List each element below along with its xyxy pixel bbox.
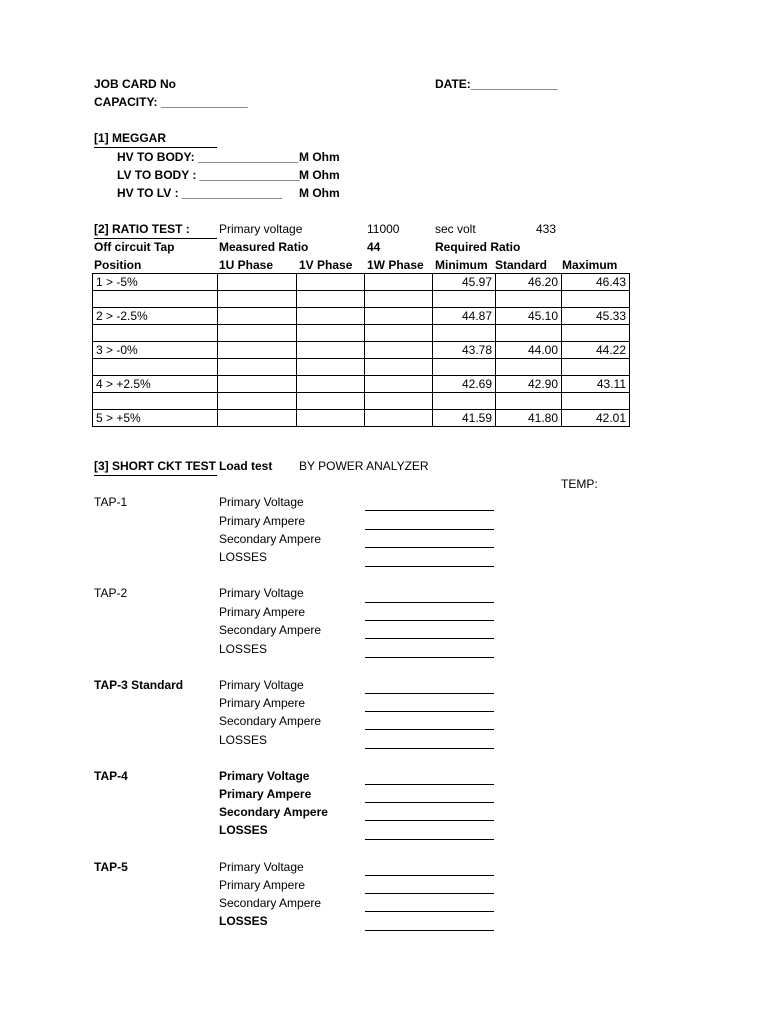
secondary-ampere-label: Secondary Ampere <box>219 805 328 819</box>
table-row <box>93 308 630 325</box>
tap-4-label: TAP-4 <box>94 769 128 783</box>
maximum-cell: 45.33 <box>562 308 630 325</box>
primary-voltage-input[interactable] <box>365 510 494 511</box>
hv-to-lv-unit: M Ohm <box>299 186 340 200</box>
empty-cell[interactable] <box>218 359 297 376</box>
tap-position-cell: 1 > -5% <box>93 274 218 291</box>
empty-cell[interactable] <box>218 325 297 342</box>
primary-voltage-input[interactable] <box>365 693 494 694</box>
primary-ampere-label: Primary Ampere <box>219 514 306 528</box>
secondary-ampere-label: Secondary Ampere <box>219 532 322 546</box>
lv-to-body-field[interactable]: LV TO BODY : _______________ <box>117 168 300 182</box>
primary-voltage-label: Primary Voltage <box>219 586 304 600</box>
empty-cell[interactable] <box>433 325 496 342</box>
1w-phase-cell[interactable] <box>365 274 433 291</box>
primary-ampere-input[interactable] <box>365 893 494 894</box>
losses-label: LOSSES <box>219 550 268 564</box>
1w-phase-cell[interactable] <box>365 308 433 325</box>
standard-cell: 42.90 <box>496 376 562 393</box>
empty-cell[interactable] <box>365 325 433 342</box>
minimum-cell: 45.97 <box>433 274 496 291</box>
temp-label: TEMP: <box>561 477 598 491</box>
secondary-ampere-label: Secondary Ampere <box>219 896 322 910</box>
empty-cell[interactable] <box>365 291 433 308</box>
minimum-cell: 42.69 <box>433 376 496 393</box>
empty-cell[interactable] <box>562 393 630 410</box>
empty-cell[interactable] <box>433 393 496 410</box>
short-ckt-underline <box>94 475 217 476</box>
primary-voltage-label: Primary Voltage <box>219 678 304 692</box>
empty-cell[interactable] <box>496 393 562 410</box>
empty-cell[interactable] <box>218 393 297 410</box>
tap-position-cell: 5 > +5% <box>93 410 218 427</box>
1v-phase-cell[interactable] <box>297 308 365 325</box>
primary-ampere-input[interactable] <box>365 802 494 803</box>
empty-cell[interactable] <box>562 359 630 376</box>
primary-voltage-input[interactable] <box>365 875 494 876</box>
minimum-cell: 41.59 <box>433 410 496 427</box>
minimum-cell: 43.78 <box>433 342 496 359</box>
col-standard: Standard <box>495 258 548 272</box>
table-row <box>93 342 630 359</box>
empty-cell[interactable] <box>365 393 433 410</box>
secondary-ampere-input[interactable] <box>365 547 494 548</box>
secondary-ampere-input[interactable] <box>365 638 494 639</box>
1u-phase-cell[interactable] <box>218 308 297 325</box>
lv-to-body-unit: M Ohm <box>299 168 340 182</box>
empty-cell[interactable] <box>496 325 562 342</box>
1u-phase-cell[interactable] <box>218 342 297 359</box>
empty-cell[interactable] <box>496 359 562 376</box>
losses-input[interactable] <box>365 657 494 658</box>
primary-ampere-input[interactable] <box>365 711 494 712</box>
ratio-title-underline <box>94 238 217 239</box>
maximum-cell: 46.43 <box>562 274 630 291</box>
losses-input[interactable] <box>365 839 494 840</box>
losses-label: LOSSES <box>219 642 268 656</box>
losses-input[interactable] <box>365 566 494 567</box>
1w-phase-cell[interactable] <box>365 410 433 427</box>
1v-phase-cell[interactable] <box>297 410 365 427</box>
maximum-cell: 43.11 <box>562 376 630 393</box>
empty-cell[interactable] <box>297 393 365 410</box>
load-test-label: Load test <box>219 459 273 473</box>
tap-position-cell: 2 > -2.5% <box>93 308 218 325</box>
secondary-ampere-input[interactable] <box>365 911 494 912</box>
primary-ampere-input[interactable] <box>365 620 494 621</box>
hv-to-body-unit: M Ohm <box>299 150 340 164</box>
empty-cell[interactable] <box>433 291 496 308</box>
col-1v-phase: 1V Phase <box>299 258 353 272</box>
hv-to-body-field[interactable]: HV TO BODY: _______________ <box>117 150 299 164</box>
meggar-title-underline <box>94 147 217 148</box>
1w-phase-cell[interactable] <box>365 342 433 359</box>
table-row <box>93 410 630 427</box>
1u-phase-cell[interactable] <box>218 376 297 393</box>
ratio-test-title: [2] RATIO TEST : <box>94 222 190 236</box>
date-field[interactable]: DATE:_____________ <box>435 77 558 91</box>
sec-volt-label: sec volt <box>435 222 476 236</box>
required-ratio-label: Required Ratio <box>435 240 521 254</box>
losses-label: LOSSES <box>219 823 268 837</box>
tap-position-cell: 3 > -0% <box>93 342 218 359</box>
empty-cell[interactable] <box>562 325 630 342</box>
empty-cell[interactable] <box>365 359 433 376</box>
primary-ampere-label: Primary Ampere <box>219 605 306 619</box>
primary-ampere-label: Primary Ampere <box>219 878 306 892</box>
col-1w-phase: 1W Phase <box>367 258 424 272</box>
off-circuit-tap-label: Off circuit Tap <box>94 240 175 254</box>
primary-voltage-value: 11000 <box>367 222 400 236</box>
col-maximum: Maximum <box>562 258 618 272</box>
standard-cell: 44.00 <box>496 342 562 359</box>
primary-ampere-input[interactable] <box>365 529 494 530</box>
1v-phase-cell[interactable] <box>297 342 365 359</box>
secondary-ampere-input[interactable] <box>365 729 494 730</box>
short-ckt-title: [3] SHORT CKT TEST <box>94 459 216 473</box>
primary-ampere-label: Primary Ampere <box>219 787 312 801</box>
empty-cell[interactable] <box>562 291 630 308</box>
secondary-ampere-label: Secondary Ampere <box>219 714 322 728</box>
losses-label: LOSSES <box>219 733 268 747</box>
standard-cell: 41.80 <box>496 410 562 427</box>
table-row <box>93 274 630 291</box>
hv-to-lv-field[interactable]: HV TO LV : _______________ <box>117 186 282 200</box>
empty-cell[interactable] <box>93 359 218 376</box>
job-card-label: JOB CARD No <box>94 77 177 91</box>
table-row-spacer <box>93 291 630 308</box>
losses-input[interactable] <box>365 748 494 749</box>
tap-position-cell: 4 > +2.5% <box>93 376 218 393</box>
losses-label: LOSSES <box>219 914 268 928</box>
empty-cell[interactable] <box>297 359 365 376</box>
table-row-spacer <box>93 393 630 410</box>
empty-cell[interactable] <box>93 325 218 342</box>
maximum-cell: 44.22 <box>562 342 630 359</box>
primary-voltage-label: Primary Voltage <box>219 860 304 874</box>
by-power-analyzer-label: BY POWER ANALYZER <box>299 459 429 473</box>
1v-phase-cell[interactable] <box>297 274 365 291</box>
secondary-ampere-input[interactable] <box>365 820 494 821</box>
capacity-field[interactable]: CAPACITY: _____________ <box>94 95 248 109</box>
minimum-cell: 44.87 <box>433 308 496 325</box>
empty-cell[interactable] <box>433 359 496 376</box>
sec-volt-value: 433 <box>536 222 557 236</box>
tap-5-label: TAP-5 <box>94 860 128 874</box>
tap-2-label: TAP-2 <box>94 586 128 600</box>
meggar-title: [1] MEGGAR <box>94 131 166 145</box>
measured-ratio-label: Measured Ratio <box>219 240 309 254</box>
empty-cell[interactable] <box>93 393 218 410</box>
table-row <box>93 376 630 393</box>
primary-voltage-input[interactable] <box>365 784 494 785</box>
standard-cell: 45.10 <box>496 308 562 325</box>
empty-cell[interactable] <box>496 291 562 308</box>
maximum-cell: 42.01 <box>562 410 630 427</box>
measured-ratio-value: 44 <box>367 240 381 254</box>
primary-voltage-label: Primary voltage <box>219 222 303 236</box>
table-row-spacer <box>93 325 630 342</box>
primary-voltage-input[interactable] <box>365 602 494 603</box>
1u-phase-cell[interactable] <box>218 410 297 427</box>
primary-ampere-label: Primary Ampere <box>219 696 306 710</box>
empty-cell[interactable] <box>297 291 365 308</box>
standard-cell: 46.20 <box>496 274 562 291</box>
tap-3-label: TAP-3 Standard <box>94 678 184 692</box>
tap-1-label: TAP-1 <box>94 495 128 509</box>
1u-phase-cell[interactable] <box>218 274 297 291</box>
secondary-ampere-label: Secondary Ampere <box>219 623 322 637</box>
table-row-spacer <box>93 359 630 376</box>
primary-voltage-label: Primary Voltage <box>219 769 310 783</box>
1v-phase-cell[interactable] <box>297 376 365 393</box>
empty-cell[interactable] <box>297 325 365 342</box>
col-minimum: Minimum <box>435 258 488 272</box>
ratio-table <box>92 273 630 427</box>
primary-voltage-label: Primary Voltage <box>219 495 304 509</box>
1w-phase-cell[interactable] <box>365 376 433 393</box>
col-1u-phase: 1U Phase <box>219 258 274 272</box>
col-position: Position <box>94 258 142 272</box>
empty-cell[interactable] <box>93 291 218 308</box>
losses-input[interactable] <box>365 930 494 931</box>
empty-cell[interactable] <box>218 291 297 308</box>
